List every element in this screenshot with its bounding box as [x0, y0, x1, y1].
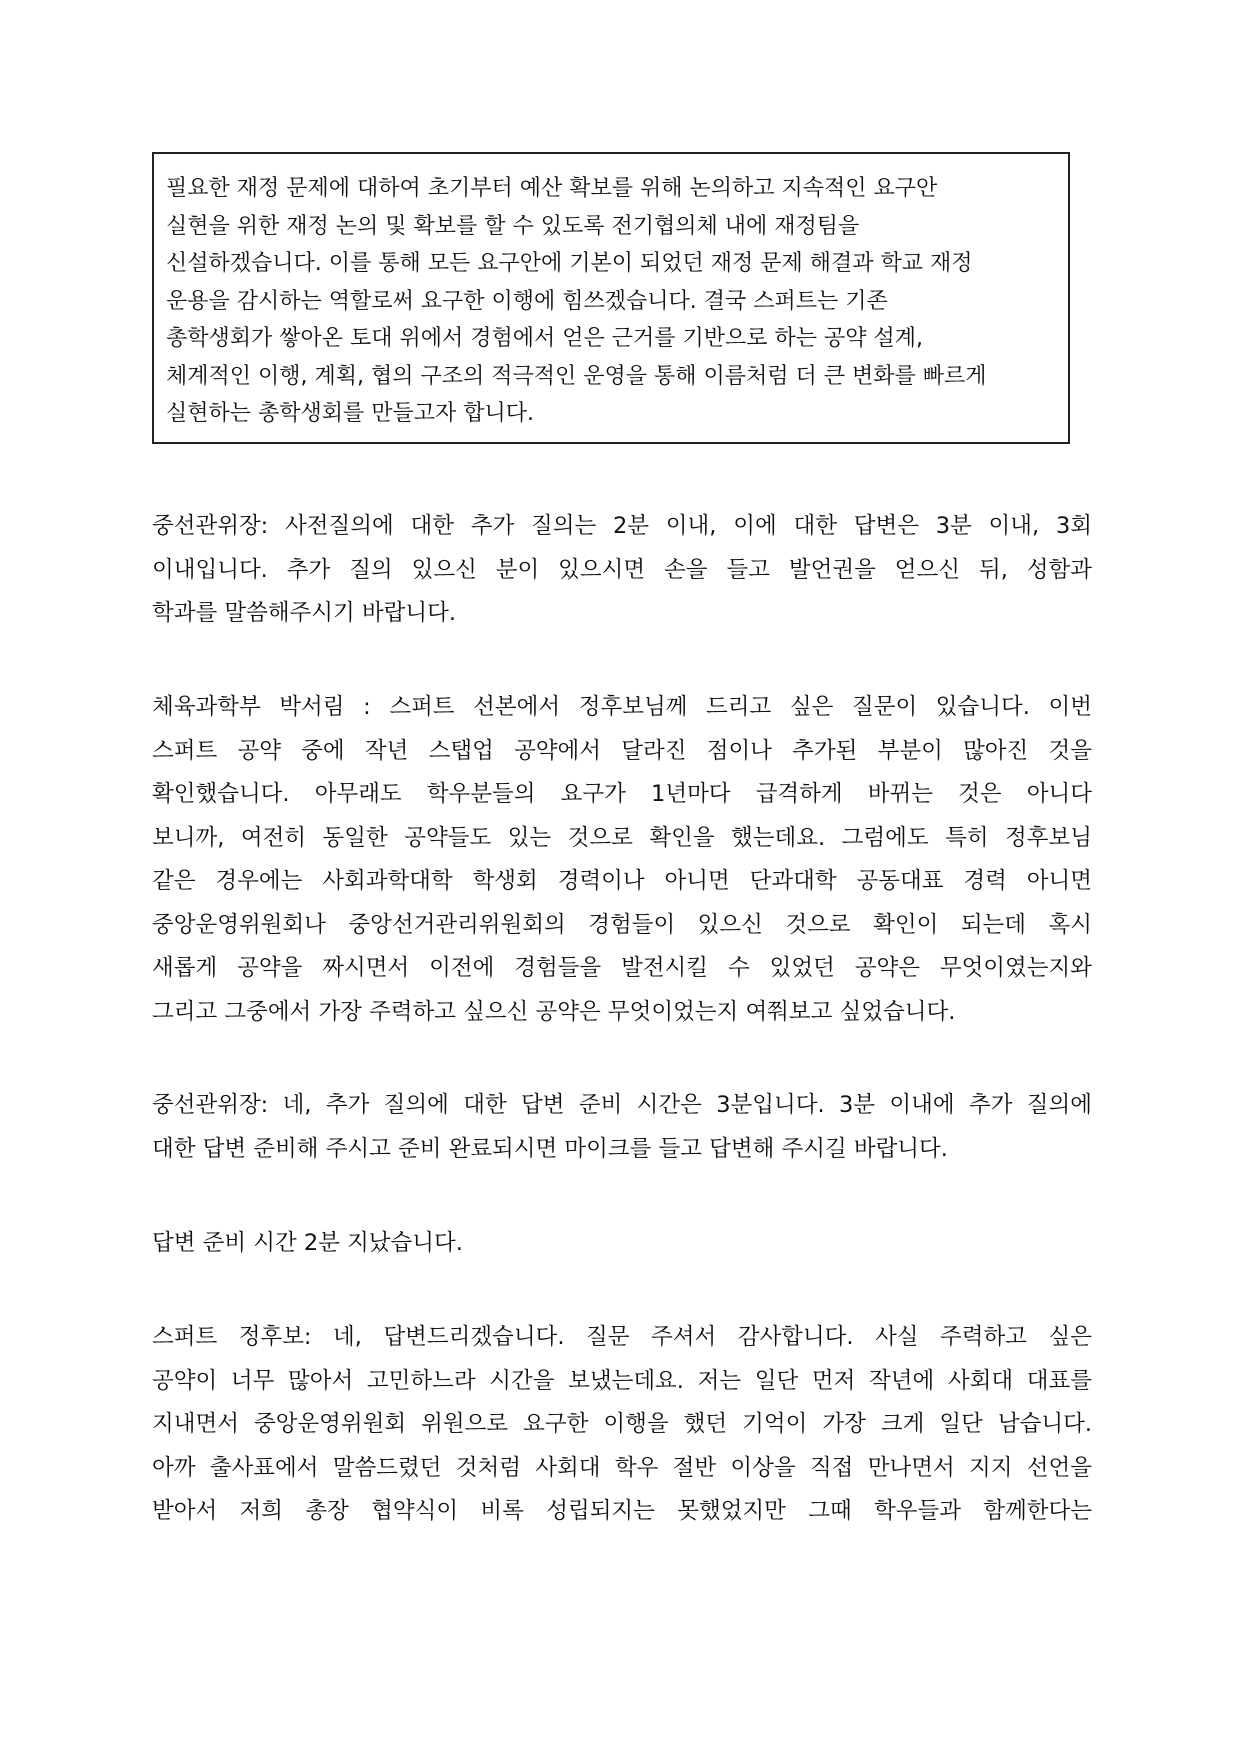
box-line: 체계적인 이행, 계획, 협의 구조의 적극적인 운영을 통해 이름처럼 더 큰 변화를 빠르게: [166, 363, 987, 389]
paragraph-line: 보니까, 여전히 동일한 공약들도 있는 것으로 확인을 했는데요. 그럼에도 특히 정후보님: [152, 824, 1092, 851]
paragraph-line: 공약이 너무 많아서 고민하느라 시간을 보냈는데요. 저는 일단 먼저 작년에 사회대 대표를: [152, 1367, 1092, 1394]
paragraph-line: 학과를 말씀해주시기 바랍니다.: [152, 600, 457, 626]
box-line: 운용을 감시하는 역할로써 요구한 이행에 힘쓰겠습니다. 결국 스퍼트는 기존: [166, 288, 888, 314]
paragraph-line: 아까 출사표에서 말씀드렸던 것처럼 사회대 학우 절반 이상을 직접 만나면서 지지 선언을: [152, 1454, 1092, 1481]
box-line: 신설하겠습니다. 이를 통해 모든 요구안에 기본이 되었던 재정 문제 해결과 학교 재정: [166, 251, 973, 276]
paragraph-answer: [152, 1316, 1092, 1534]
paragraph-line: 스퍼트 정후보: 네, 답변드리겠습니다. 질문 주셔서 감사합니다. 사실 주력하고 싶은: [152, 1324, 1092, 1350]
paragraph-line: 중선관위장: 네, 추가 질의에 대한 답변 준비 시간은 3분입니다. 3분 이내에 추가 질의에: [152, 1092, 1092, 1118]
paragraph-line: 그리고 그중에서 가장 주력하고 싶으신 공약은 무엇이었는지 여쭤보고 싶었습니다.: [152, 998, 956, 1025]
box-line: 실현하는 총학생회를 만들고자 합니다.: [166, 401, 535, 426]
paragraph-line: 답변 준비 시간 2분 지났습니다.: [152, 1230, 463, 1256]
paragraph-line: 지내면서 중앙운영위원회 위원으로 요구한 이행을 했던 기억이 가장 크게 일단 남습니다.: [152, 1411, 1092, 1437]
paragraph-line: 새롭게 공약을 짜시면서 이전에 경험들을 발전시킬 수 있었던 공약은 무엇이였는지와: [152, 955, 1092, 981]
boxed-text-block: [152, 152, 1070, 444]
box-line: 필요한 재정 문제에 대하여 초기부터 예산 확보를 위해 논의하고 지속적인 요구안: [166, 176, 938, 201]
paragraph-election-chair-2: [152, 1084, 1092, 1171]
paragraph-line: 대한 답변 준비해 주시고 준비 완료되시면 마이크를 들고 답변해 주시길 바랍니다.: [152, 1135, 948, 1162]
paragraph-line: 같은 경우에는 사회과학대학 학생회 경력이나 아니면 단과대학 공동대표 경력 아니면: [152, 868, 1092, 894]
paragraph-line: 스퍼트 공약 중에 작년 스탭업 공약에서 달라진 점이나 추가된 부분이 많아진 것을: [152, 737, 1092, 764]
paragraph-question: [152, 686, 1092, 1034]
box-line: 실현을 위한 재정 논의 및 확보를 할 수 있도록 전기협의체 내에 재정팀을: [166, 213, 860, 239]
paragraph-election-chair-1: [152, 505, 1092, 636]
paragraph-line: 중선관위장: 사전질의에 대한 추가 질의는 2분 이내, 이에 대한 답변은 3분 이내, 3회: [152, 513, 1092, 539]
paragraph-line: 이내입니다. 추가 질의 있으신 분이 있으시면 손을 들고 발언권을 얻으신 뒤, 성함과: [152, 556, 1092, 583]
paragraph-line: 중앙운영위원회나 중앙선거관리위원회의 경험들이 있으신 것으로 확인이 되는데 혹시: [152, 911, 1092, 938]
paragraph-line: 확인했습니다. 아무래도 학우분들의 요구가 1년마다 급격하게 바뀌는 것은 아니다: [152, 781, 1092, 807]
paragraph-line: 받아서 저희 총장 협약식이 비록 성립되지는 못했었지만 그때 학우들과 함께한다는: [152, 1498, 1092, 1524]
box-line: 총학생회가 쌓아온 토대 위에서 경험에서 얻은 근거를 기반으로 하는 공약 설계,: [166, 326, 923, 351]
paragraph-line: 체육과학부 박서림 : 스퍼트 선본에서 정후보님께 드리고 싶은 질문이 있습니다. 이번: [152, 694, 1092, 720]
paragraph-time-notice: [152, 1222, 1092, 1266]
